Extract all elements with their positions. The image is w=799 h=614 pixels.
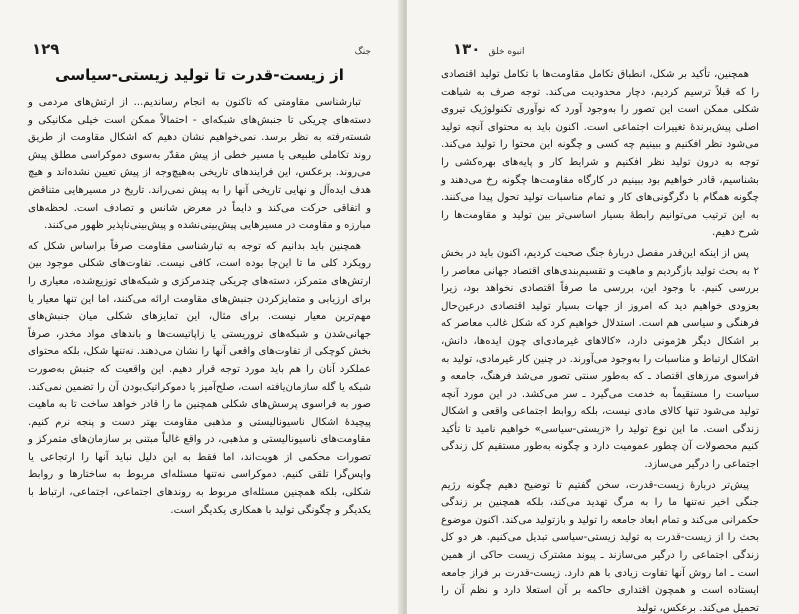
left-page-text [28,94,371,519]
paragraph: تبارشناسی مقاومتی که تاکنون به انجام رساندیم... از ارتش‌های مردمی و دسته‌های چریکی تا جنبش‌های شبکه‌ای - احتمالاً ممکن است خیلی مکانیکی و شسته‌رفته به نظر برسد. نمی‌خواهیم نشان دهیم که اشکال مقاومت از طریق روند تکاملی طبیعی یا مسیر خطی از پیش مقدّر به‌سوی دموکراسی مطلق پیش می‌روند. برعکس، این فرایندهای تاریخی به‌هیچ‌وجه از پیش تعیین نشده‌اند و هیچ هدف ایده‌آل و نهایی تاریخی آنها را به پیش نمی‌راند. تاریخ در مسیرهایی متناقض و اتفاقی حرکت می‌کند و دایماً در معرض شانس و تصادف است. لحظه‌های مبارزه و مقاومت در مسیرهایی پیش‌بینی‌نشده و پیش‌بینی‌ناپذیر ظهور می‌کنند. [28,97,371,232]
right-header-group [453,40,524,58]
paragraph: همچنین باید بدانیم که توجه به تبارشناسی مقاومت صرفاً براساس شکل که رویکرد کلی ما تا این‌جا بوده است، کافی نیست. تفاوت‌های شکلی موجود بین ارتش‌های متمرکز، دسته‌های چریکی چندمرکزی و شبکه‌های توزیع‌شده، معیاری را برای ارزیابی و متمایزکردن جنبش‌های مقاومت ارائه می‌کنند، اما این تنها معیار یا مهم‌ترین معیار نیست. برای مثال، این تمایزهای شکلی میان جنبش‌های جهانی‌شدن و شبکه‌های تروریستی یا زاپاتیست‌ها و باندهای مواد مخدر، صرفاً بخش کوچکی از تفاوت‌های واقعی آنها را نشان می‌دهند. نه‌تنها شکل، بلکه محتوای عملکرد آنان را هم باید مورد توجه قرار دهیم. این واقعیت که جنبش به‌صورت شبکه یا گله سازمان‌یافته است، صلح‌آمیز یا دموکراتیک‌بودن آن را تضمین نمی‌کند. صور به فراسوی پرسش‌های شکلی همچنین ما را قادر خواهد ساخت تا به ماهیت پیچیدهٔ اشکال ناسیونالیستی و مذهبی مقاومت بهتر دست و پنجه نرم کنیم. مقاومت‌های ناسیونالیستی و مذهبی، در واقع غالباً مبتنی بر سازمان‌های متمرکز و تصورات محکمی از هویت‌اند، اما فقط به این دلیل نباید آنها را ارتجاعی یا واپس‌گرا تلقی کنیم. دموکراسی نه‌تنها مسئله‌ای مربوط به ساختارها و روابط شکلی، بلکه همچنین مسئله‌ای مربوط به روندهای اجتماعی، اجتماعی، ارتباط با یکدیگر و چگونگی تولید با همکاری یکدیگر است. [28,240,371,516]
paragraph: پس از اینکه این‌قدر مفصل دربارهٔ جنگ صحبت کردیم، اکنون باید در بخش ۲ به بحث تولید بازگردیم و ماهیت و تقسیم‌بندی‌های اقتصاد جهانی معاصر را بررسی کنیم. با وجود این، بررسی ما صرفاً اقتصادی نخواهد بود، زیرا بعزودی خواهیم دید که امروز از جهات بسیار تولید اقتصادی درعین‌حال فرهنگی و سیاسی هم است. استدلال خواهیم کرد که شکل غالب معاصر که بر اشکال دیگر هژمونی دارد، «کالاهای غیرمادی‌ای چون ایده‌ها، دانش، اشکال ارتباط و مناسبات را به‌وجود می‌آورند. در چنین کار غیرمادی، تولید به فراسوی مرزهای اقتصاد ـ که به‌طور سنتی تصور می‌شد فرهنگ، جامعه و سیاست را مستقیماً به خدمت می‌گیرد ـ سر می‌کشد. در این مورد آنچه تولید می‌شود تنها کالای مادی نیست، بلکه روابط اجتماعی واقعی و اشکال زندگی است. ما این نوع تولید را «زیستی-سیاسی» خواهیم نامید تا تأکید کنیم محصولات آن چطور عمومیت دارد و چگونه به‌طور مستقیم کل زندگی اجتماعی را درگیر می‌سازد. [441,247,759,471]
left-page-number: ۱۲۹ [32,40,60,58]
paragraph: پیش‌تر دربارهٔ زیست-قدرت، سخن گفتیم تا توضیح دهیم چگونه رژیم جنگی اخیر نه‌تنها ما را به مرگ تهدید می‌کند، بلکه همچنین بر زندگی حکمرانی می‌کند و تمام ابعاد جامعه را تولید و بازتولید می‌کند. اکنون موضوع بحث را از زیست-قدرت به تولید زیستی-سیاسی تبدیل می‌کنیم. هر دو کل زندگی اجتماعی را درگیر می‌سازند ـ پیوند مشترک زیست حاکی از همین است ـ اما روش آنها تفاوت زیادی با هم دارد. زیست-قدرت بر فراز جامعه ایستاده است و همچون اقتداری حاکمه بر آن استعلا دارد و نظم آن را تحمیل می‌کند. برعکس، تولید [441,479,759,614]
paragraph: همچنین، تأکید بر شکل، انطباق تکامل مقاومت‌ها با تکامل تولید اقتصادی را که قبلاً ترسیم کردیم، دچار محدودیت می‌کند. توجه صرف به شباهت شکلی ممکن است این تصور را به‌وجود آورد که نوآوری تکنولوژیک تیروی اصلی پیش‌برندهٔ تغییرات اجتماعی است. اکنون باید به محتوای آنچه تولید می‌شود نظر افکنیم و ببینیم چه کسی و چگونه این محتوا را تولید می‌کند. توجه به درون تولید نظر افکنیم و شرایط کار و پایه‌های بهره‌کشی را بشناسیم، قادر خواهیم بود ببینیم در کارگاه مقاومت‌ها چگونه رخ می‌دهند و چگونه همگام با دگرگونی‌های کار و تمام مناسبات تولید تحول پیدا می‌کنند. به این ترتیب می‌توانیم رابطهٔ بسیار اساسی‌تر بین تولید و مقاومت‌ها را شرح دهیم. [441,69,759,239]
left-running-title: جنگ [354,47,371,57]
right-page-text [441,66,759,614]
right-page [407,0,799,614]
section-title: از زیست-قدرت تا تولید زیستی-سیاسی [55,66,344,84]
right-page-header [441,40,759,58]
right-page-number: ۱۳۰ [453,40,481,58]
left-header-group [32,40,59,58]
left-page-header [28,40,371,58]
right-running-title: انبوه خلق [488,47,525,57]
